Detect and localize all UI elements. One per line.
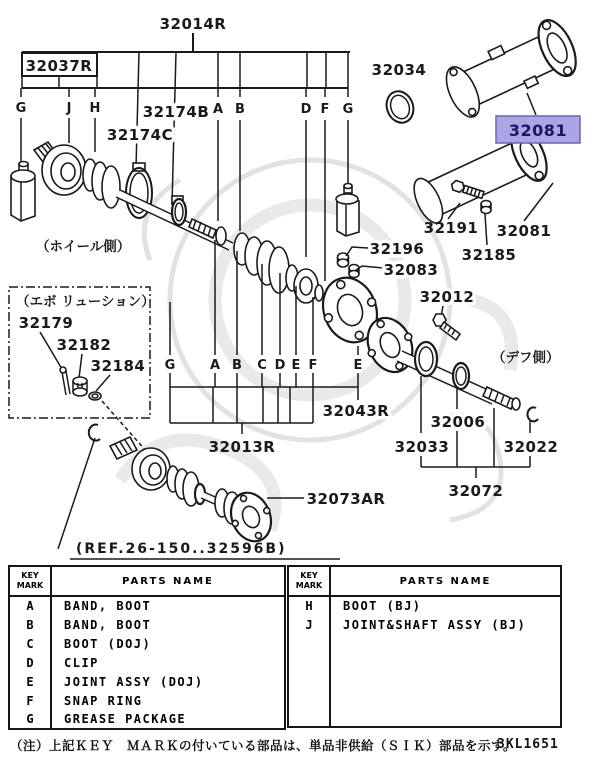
evolution-note: （エボ リューション） <box>16 294 155 310</box>
table-row <box>9 710 285 729</box>
key-mark-cell: B <box>9 615 51 634</box>
castle-nut <box>73 377 87 396</box>
cylinder-housing-upper <box>438 14 583 124</box>
part-label-32174b: 32174B <box>142 103 210 121</box>
part-label-32179: 32179 <box>18 314 74 332</box>
nut-32083 <box>349 265 359 278</box>
part-name-cell: BAND, BOOT <box>51 615 285 634</box>
key-mark-cell: C <box>9 634 51 653</box>
part-label-32174c: 32174C <box>106 126 174 144</box>
part-label-32034: 32034 <box>371 61 427 79</box>
diff-side-note: （デフ側） <box>492 350 560 366</box>
part-label-32081: 32081 <box>496 222 552 240</box>
part-label-32081-highlighted[interactable]: 32081 <box>508 121 568 140</box>
key-mark-cell: H <box>288 596 330 615</box>
spacer-32006 <box>453 363 469 389</box>
key-letter-top-d: D <box>300 102 312 117</box>
table-row <box>288 596 561 615</box>
key-mark-header-right: KEY MARK <box>288 566 330 596</box>
key-letter-top-j: J <box>66 101 72 116</box>
key-letter-bot-b: B <box>232 358 242 373</box>
reference-note: (REF.26-150..32596B) <box>76 541 287 557</box>
key-mark-cell: J <box>288 615 330 634</box>
part-name-cell: GREASE PACKAGE <box>51 710 285 729</box>
boot-lower-bj <box>167 466 199 506</box>
part-label-32184: 32184 <box>90 357 146 375</box>
evolution-option-box <box>9 287 155 452</box>
band-clamp-small <box>172 196 186 225</box>
spline-end <box>483 387 520 410</box>
part-name-cell: SNAP RING <box>51 691 285 710</box>
key-letter-top-h: H <box>89 101 101 116</box>
part-label-32073ar: 32073AR <box>306 490 386 508</box>
boot-bj <box>83 159 120 208</box>
key-mark-cell: A <box>9 596 51 615</box>
doc-code: 3KL1651 <box>497 737 559 752</box>
table-row <box>9 653 285 672</box>
grease-package-right <box>336 184 359 237</box>
cotter-pin <box>60 367 70 395</box>
parts-table-left <box>8 565 286 730</box>
bj-joint <box>42 145 86 195</box>
part-label-32006: 32006 <box>430 413 486 431</box>
key-letter-bot-c: C <box>257 358 267 373</box>
key-mark-cell: E <box>9 672 51 691</box>
key-mark-header-left: KEY MARK <box>9 566 51 596</box>
part-label-32083: 32083 <box>383 261 439 279</box>
part-label-32014r: 32014R <box>159 15 227 33</box>
key-mark-cell: F <box>9 691 51 710</box>
part-name-cell: CLIP <box>51 653 285 672</box>
table-row <box>9 672 285 691</box>
key-letter-top-f: F <box>320 102 330 117</box>
part-label-32033: 32033 <box>394 438 450 456</box>
key-letter-bot-e-right: E <box>353 358 363 373</box>
bj-joint-lower <box>132 448 170 490</box>
part-label-32012: 32012 <box>419 288 475 306</box>
part-label-32022: 32022 <box>503 438 559 456</box>
part-label-32185: 32185 <box>461 246 517 264</box>
key-mark-cell: D <box>9 653 51 672</box>
key-letter-bot-d: D <box>274 358 286 373</box>
part-label-32191: 32191 <box>423 219 479 237</box>
key-letter-bot-e: E <box>291 358 301 373</box>
part-name-cell: BOOT (BJ) <box>330 596 561 615</box>
table-row <box>9 691 285 710</box>
washer <box>89 392 101 400</box>
table-row <box>9 634 285 653</box>
parts-table-right <box>287 565 562 728</box>
bearing-32033 <box>415 342 437 376</box>
key-letter-top-a: A <box>212 102 224 117</box>
key-letter-top-b: B <box>235 102 245 117</box>
wheel-side-note: （ホイール側） <box>36 239 131 255</box>
part-name-cell: JOINT&SHAFT ASSY (BJ) <box>330 615 561 634</box>
parts-name-header-left: PARTS NAME <box>51 566 285 596</box>
key-letter-bot-f: F <box>308 358 318 373</box>
oil-seal <box>382 88 417 127</box>
table-row <box>9 596 285 615</box>
part-label-32196: 32196 <box>369 240 425 258</box>
key-letter-top-g2: G <box>342 102 354 117</box>
key-mark-cell: G <box>9 710 51 729</box>
part-label-32043r: 32043R <box>322 402 390 420</box>
key-letter-bot-g: G <box>164 358 176 373</box>
part-label-32037r: 32037R <box>25 57 93 75</box>
footnote: （注）上記ＫＥＹ ＭＡＲＫの付いている部品は、単品非供給（ＳＩＫ）部品を示す。 <box>10 738 517 753</box>
part-label-32013r: 32013R <box>208 438 276 456</box>
table-row <box>288 615 561 634</box>
nut-32185 <box>481 201 491 214</box>
part-label-32072: 32072 <box>448 482 504 500</box>
snap-ring-32022 <box>528 407 538 421</box>
part-label-32182: 32182 <box>56 336 112 354</box>
grease-package-left <box>11 162 35 222</box>
parts-name-header-right: PARTS NAME <box>330 566 561 596</box>
table-row <box>9 615 285 634</box>
part-name-cell: BOOT (DOJ) <box>51 634 285 653</box>
table-row-empty <box>288 634 561 727</box>
key-letter-bot-a: A <box>209 358 221 373</box>
doj-joint-parts <box>286 265 329 303</box>
part-name-cell: JOINT ASSY (DOJ) <box>51 672 285 691</box>
part-name-cell: BAND, BOOT <box>51 596 285 615</box>
selected-part-callout-32081[interactable] <box>496 93 580 143</box>
key-letter-top-g1: G <box>15 101 27 116</box>
